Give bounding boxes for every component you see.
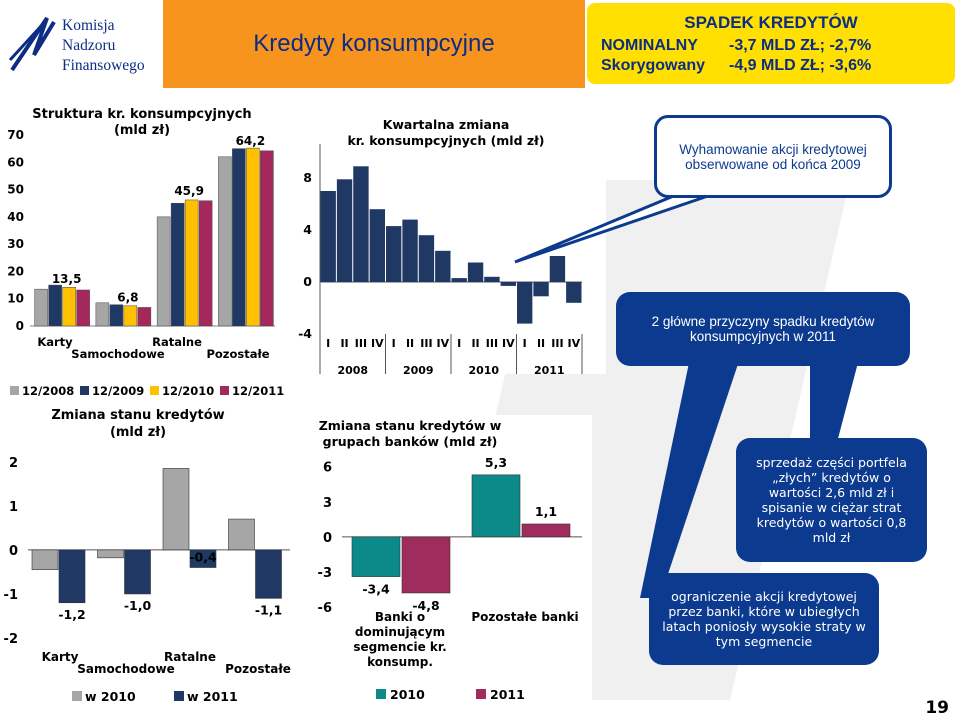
page-title: Kredyty konsumpcyjne	[253, 30, 495, 57]
y-tick-label: 40	[7, 209, 24, 224]
legend-label: 12/2009	[92, 384, 145, 398]
chart-title: kr. konsumpcyjnych (mld zł)	[347, 133, 545, 148]
legend-label: 12/2011	[232, 384, 285, 398]
page-number: 19	[925, 698, 949, 718]
y-tick-label: 6	[322, 460, 332, 476]
data-label: 64,2	[235, 133, 266, 148]
y-tick-label: -2	[3, 632, 18, 647]
data-label: 13,5	[51, 272, 82, 287]
y-tick-label: 0	[8, 543, 18, 559]
y-tick-label: -4	[298, 326, 312, 341]
legend-label: w 2010	[85, 689, 136, 704]
callout-limits	[649, 573, 879, 665]
y-tick-label: -6	[317, 601, 332, 616]
legend-label: 2011	[490, 687, 525, 702]
data-label: 5,3	[484, 454, 508, 470]
x-tick-label: III	[420, 337, 433, 350]
x-tick-label: II	[340, 337, 349, 350]
summary-row-value: -4,9 MLD ZŁ; -3,6%	[729, 57, 872, 74]
y-tick-label: 30	[7, 237, 24, 252]
legend-label: w 2011	[187, 689, 238, 704]
chart-title: (mld zł)	[109, 425, 167, 440]
callout-slowdown-text: Wyhamowanie akcji kredytowej obserwowane od końca 2009	[679, 141, 867, 172]
x-tick-label: II	[405, 337, 415, 350]
y-tick-label: 4	[303, 222, 312, 237]
x-tick-label: dominującym	[354, 625, 446, 639]
y-tick-label: -3	[317, 565, 332, 581]
x-tick-label: II	[471, 337, 480, 350]
x-tick-label: Pozostałe banki	[471, 610, 579, 624]
callout-slowdown	[654, 115, 892, 198]
summary-row-label: NOMINALNY	[601, 37, 698, 54]
logo-line-3: Finansowego	[62, 57, 145, 74]
x-tick-label: IV	[436, 337, 450, 350]
y-tick-label: 0	[322, 530, 332, 546]
x-tick-label: IV	[502, 337, 515, 350]
data-label: 6,8	[117, 290, 139, 305]
x-tick-label: I	[326, 337, 331, 350]
x-tick-label: IV	[567, 337, 581, 350]
x-tick-label: III	[551, 337, 564, 350]
year-label: 2010	[468, 364, 500, 374]
y-tick-label: -1	[3, 587, 18, 603]
data-label: -0,4	[189, 549, 217, 565]
x-tick-label: I	[522, 337, 527, 350]
summary-row-value: -3,7 MLD ZŁ; -2,7%	[729, 37, 872, 54]
x-tick-label: Samochodowe	[77, 662, 175, 676]
logo-line-1: Komisja	[62, 17, 115, 34]
legend-label: 12/2010	[162, 384, 215, 398]
data-label: -3,4	[362, 581, 390, 597]
legend-label: 12/2008	[22, 384, 75, 398]
x-tick-label: III	[485, 337, 499, 350]
callout-reasons	[616, 292, 910, 366]
x-tick-label: Karty	[37, 335, 73, 349]
legend-label: 2010	[390, 687, 425, 702]
chart-title: (mld zł)	[113, 123, 171, 138]
x-tick-label: Samochodowe	[71, 347, 165, 361]
x-tick-label: IV	[371, 337, 384, 350]
x-tick-label: segmencie kr.	[353, 640, 447, 654]
y-tick-label: 70	[7, 128, 24, 142]
x-tick-label: Ratalne	[152, 335, 202, 349]
y-tick-label: 10	[7, 291, 24, 306]
callout-reasons-text: 2 główne przyczyny spadku kredytów konsumpcyjnych w 2011	[651, 314, 875, 344]
chart-title: Kwartalna zmiana	[382, 117, 510, 132]
year-label: 2009	[402, 364, 434, 374]
x-tick-label: konsump.	[367, 655, 433, 669]
y-tick-label: 0	[15, 319, 24, 333]
chart-title: Struktura kr. konsumpcyjnych	[32, 107, 252, 122]
x-tick-label: III	[354, 337, 368, 350]
y-tick-label: 0	[303, 274, 312, 289]
data-label: -1,1	[254, 602, 283, 618]
callout-sale	[736, 438, 927, 562]
summary-title: SPADEK KREDYTÓW	[684, 13, 858, 32]
x-tick-label: Banki o	[374, 610, 426, 624]
x-tick-label: Karty	[41, 650, 79, 664]
x-tick-label: II	[536, 337, 546, 350]
logo-line-2: Nadzoru	[62, 37, 116, 54]
y-tick-label: 60	[7, 155, 24, 170]
year-label: 2008	[337, 364, 369, 374]
data-label: -1,2	[58, 606, 86, 622]
x-tick-label: Pozostałe	[206, 347, 270, 361]
y-tick-label: 8	[303, 170, 312, 185]
y-tick-label: 20	[7, 264, 24, 279]
data-label: -1,0	[123, 597, 152, 613]
chart-title: Zmiana stanu kredytów	[51, 408, 225, 423]
x-tick-label: Pozostałe	[225, 662, 291, 676]
callout-limits-text: ograniczenie akcji kredytowej przez banki, które w ubiegłych latach poniosły wysokie straty w tym segmencie	[662, 589, 866, 649]
chart-title: grupach banków (mld zł)	[322, 434, 498, 449]
x-tick-label: Ratalne	[164, 650, 216, 664]
y-tick-label: 2	[8, 455, 18, 471]
y-tick-label: 1	[8, 499, 18, 515]
chart-title: Zmiana stanu kredytów w	[318, 418, 502, 433]
data-label: 1,1	[534, 503, 558, 519]
summary-row-label: Skorygowany	[601, 57, 706, 74]
data-label: -4,8	[412, 597, 440, 613]
year-label: 2011	[533, 364, 565, 374]
data-label: 45,9	[174, 183, 204, 198]
x-tick-label: I	[391, 337, 396, 350]
y-tick-label: 50	[7, 182, 24, 197]
y-tick-label: 3	[322, 495, 332, 511]
callout-sale-text: sprzedaż części portfela „złych” kredytów o wartości 2,6 mld zł i spisanie w ciężar strat kredytów o wartości 0,8 mld zł	[756, 455, 907, 545]
x-tick-label: I	[457, 337, 462, 350]
